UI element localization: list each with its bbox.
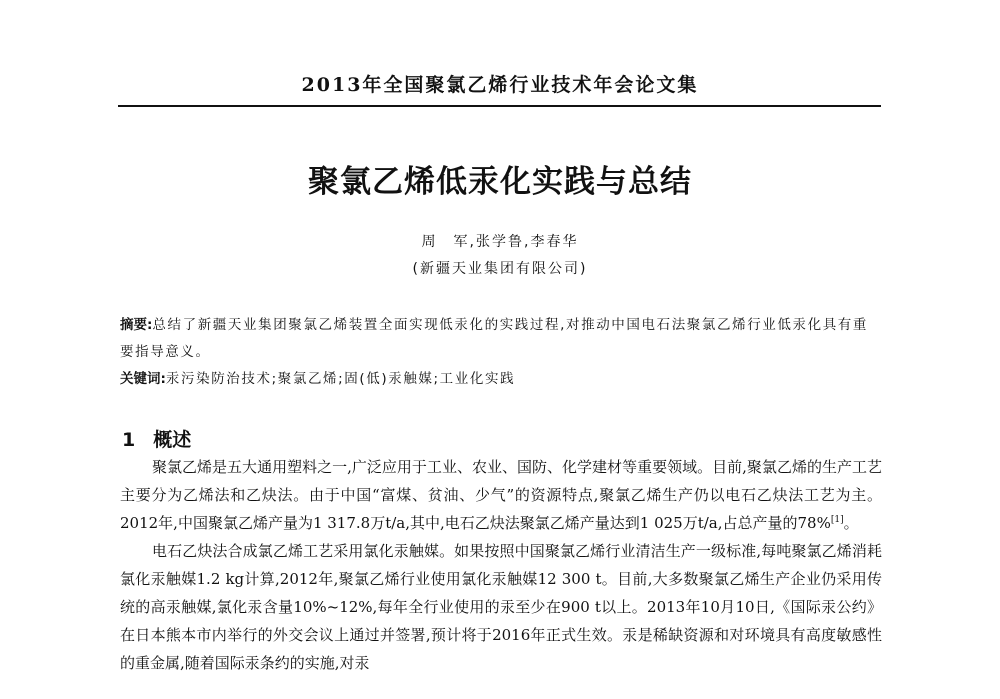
abstract-label: 摘要: xyxy=(120,317,153,333)
section-number: 1 xyxy=(122,429,136,451)
paper-title: 聚氯乙烯低汞化实践与总结 xyxy=(308,164,692,200)
authors: 周 军,张学鲁,李春华 xyxy=(421,234,579,250)
affiliation: (新疆天业集团有限公司) xyxy=(412,261,588,277)
section-title: 概述 xyxy=(153,429,192,451)
section-heading xyxy=(122,425,191,452)
keywords xyxy=(120,366,882,393)
abstract-text: 总结了新疆天业集团聚氯乙烯装置全面实现低汞化的实践过程,对推动中国电石法聚氯乙烯行业低汞化具有重要指导意义。 xyxy=(120,317,868,360)
keywords-label: 关键词: xyxy=(120,371,166,387)
citation-ref: [1] xyxy=(830,515,844,525)
paragraph-end: 。 xyxy=(843,514,859,532)
section-body xyxy=(120,453,882,677)
paragraph-text: 聚氯乙烯是五大通用塑料之一,广泛应用于工业、农业、国防、化学建材等重要领域。目前,聚氯乙烯的生产工艺主要分为乙烯法和乙炔法。由于中国“富煤、贫油、少气”的资源特点,聚氯乙烯生产仍以电石乙炔法工艺为主。2012年,中国聚氯乙烯产量为1 317.8万t/a,其中,电石乙炔法聚氯乙烯产量达到1 025万t/a,占总产量的78% xyxy=(120,458,882,532)
header-rule xyxy=(118,105,881,107)
abstract xyxy=(120,312,882,366)
keywords-text: 汞污染防治技术;聚氯乙烯;固(低)汞触媒;工业化实践 xyxy=(165,371,516,387)
paragraph xyxy=(120,453,882,537)
running-header: 2013年全国聚氯乙烯行业技术年会论文集 xyxy=(301,74,699,96)
paragraph: 电石乙炔法合成氯乙烯工艺采用氯化汞触媒。如果按照中国聚氯乙烯行业清洁生产一级标准,每吨聚氯乙烯消耗氯化汞触媒1.2 kg计算,2012年,聚氯乙烯行业使用氯化汞触媒12 300 t。目前,大多数聚氯乙烯生产企业仍采用传统的高汞触媒,氯化汞含量10%~12%,每年全行业使用的汞至少在900 t以上。2013年10月10日,《国际汞公约》在日本熊本市内举行的外交会议上通过并签署,预计将于2016年正式生效。汞是稀缺资源和对环境具有高度敏感性的重金属,随着国际汞条约的实施,对汞 xyxy=(120,542,882,672)
